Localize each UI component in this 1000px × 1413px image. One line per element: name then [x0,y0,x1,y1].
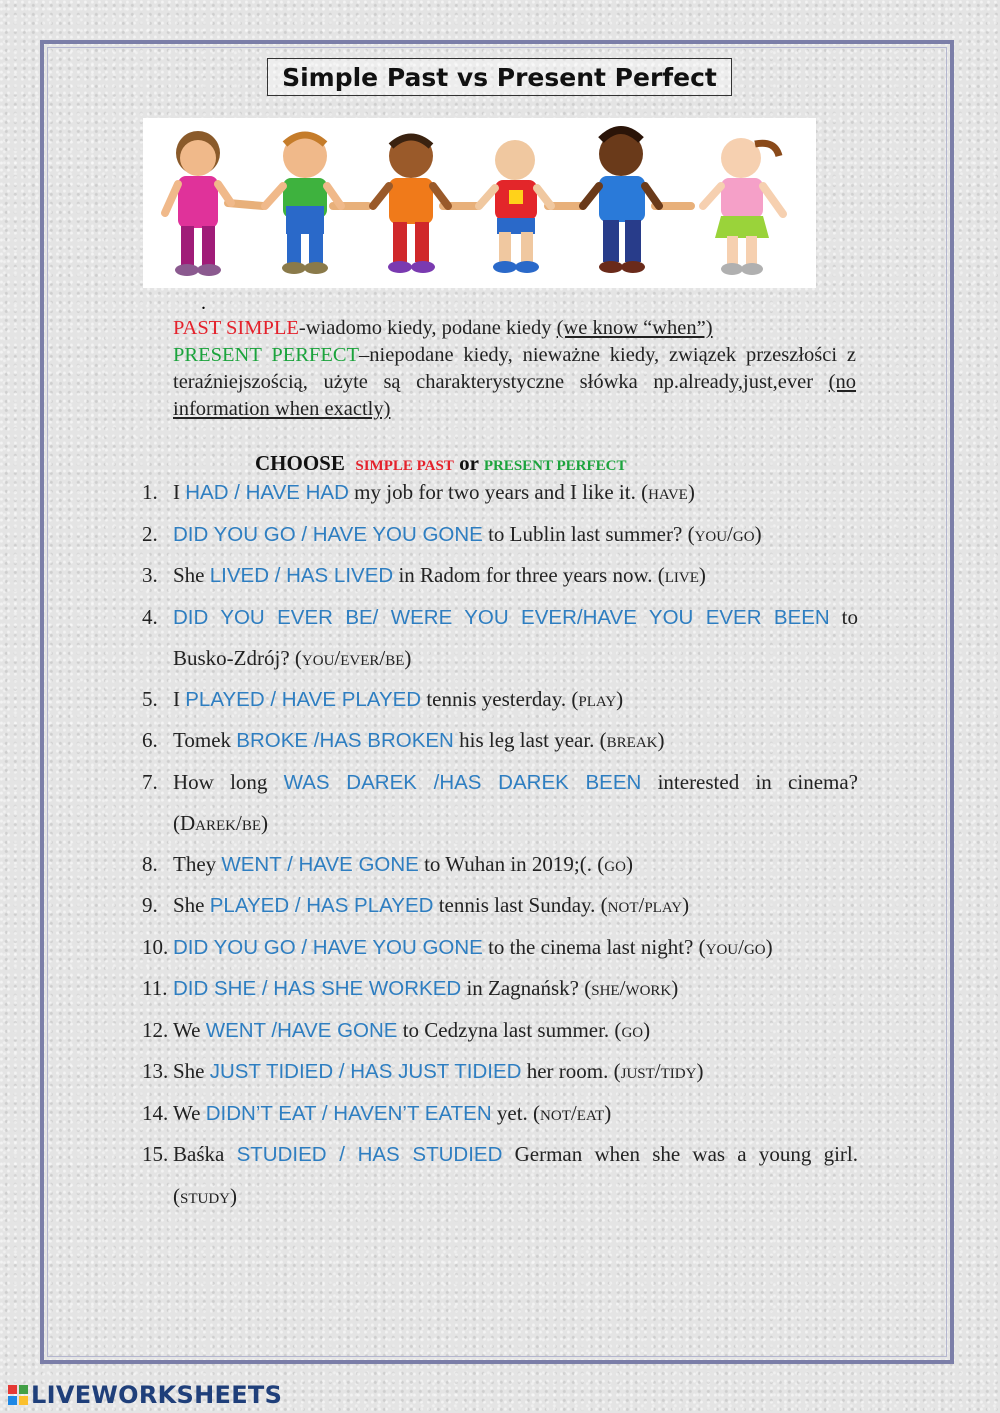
verb-hint: play [578,686,617,711]
verb-hint: she/work [591,976,672,1000]
hint-close: ) [625,851,633,876]
exercise-sentence [173,927,858,969]
answer-choice[interactable]: PLAYED / HAVE PLAYED [185,687,422,711]
exercise-sentence [173,968,858,1010]
sentence-end: her room. ( [521,1059,621,1083]
verb-hint: break [606,728,658,752]
exercise-sentence [173,1010,858,1052]
answer-choice[interactable]: LIVED / HAS LIVED [209,564,394,587]
exercise-number: 11. [142,976,168,1000]
exercise-item [142,472,858,514]
hint-close: ) [671,976,679,1000]
verb-hint: go [621,1017,644,1042]
present-perfect-text: –niepodane kiedy, nieważne kiedy, związek przeszłości z teraźniejszością, użyte są charakterystyczne słówka np.already,just,ever [173,344,856,393]
sentence-start: She [173,563,210,587]
sentence-end: yet. ( [491,1100,541,1125]
bullet-dot: . [201,292,206,314]
exercise-sentence [173,679,858,721]
present-perfect-note: (no information when exactly) [173,371,856,420]
verb-hint: just/tidy [620,1059,697,1083]
choose-or: or [459,451,479,475]
sentence-start: Baśka [173,1142,237,1166]
exercise-sentence [173,1093,858,1135]
answer-choice[interactable]: PLAYED / HAS PLAYED [209,894,434,917]
sentence-end: tennis yesterday. ( [421,686,579,711]
answer-choice[interactable]: HAD / HAVE HAD [185,481,349,504]
exercise-sentence [173,472,858,514]
sentence-end: in Radom for three years now. ( [393,563,665,587]
hint-close: ) [682,893,690,917]
logo-squares-icon [8,1385,28,1405]
hint-close: ) [643,1017,651,1042]
sentence-start: I [173,480,186,504]
hint-close: ) [604,1100,612,1125]
exercise-item [142,1010,858,1052]
exercise-number: 6. [142,728,158,752]
sentence-start: I [173,686,186,711]
hint-close: ) [687,480,695,504]
hint-close: ) [230,1183,238,1208]
hint-close: ) [696,1059,704,1083]
sentence-start: They [173,851,222,876]
liveworksheets-logo [8,1382,282,1408]
sentence-end: his leg last year. ( [453,728,607,752]
choose-word: CHOOSE [255,451,345,475]
verb-hint: live [664,563,699,587]
exercise-sentence [173,720,858,762]
answer-choice[interactable]: WENT /HAVE GONE [205,1018,398,1042]
indent-spacer [142,1176,173,1217]
intro-explanation [173,315,856,423]
exercise-item [142,555,858,597]
sentence-end: to Lublin last summer? ( [482,521,695,546]
exercise-sentence-continued [173,638,858,679]
exercise-number: 8. [142,851,158,876]
answer-choice[interactable]: WAS DAREK /HAS DAREK BEEN [283,770,642,794]
sentence-end: tennis last Sunday. ( [433,893,608,917]
exercise-sentence [173,555,858,597]
exercise-item [142,844,858,886]
verb-hint: you/ever/be [301,646,405,670]
exercise-number: 12. [142,1017,169,1042]
past-simple-label: PAST SIMPLE [173,317,299,339]
exercise-number: 5. [142,686,158,711]
exercise-item [142,968,858,1010]
sentence-start: She [173,893,210,917]
exercise-number: 13. [142,1059,169,1083]
exercise-number: 14. [142,1100,169,1125]
choose-simple-past: SIMPLE PAST [355,458,454,474]
answer-choice[interactable]: WENT / HAVE GONE [221,852,419,876]
hint-close: ) [754,521,762,546]
exercise-item-continued [142,1176,858,1217]
present-perfect-label: PRESENT PERFECT [173,344,360,366]
sentence-start: We [173,1017,206,1042]
logo-text: LIVEWORKSHEETS [31,1381,283,1409]
exercise-list [142,472,858,1216]
exercise-item [142,514,858,556]
sentence-start: She [173,1059,210,1083]
exercise-number: 10. [142,934,169,959]
answer-choice[interactable]: BROKE /HAS BROKEN [236,729,454,752]
exercise-item [142,885,858,927]
exercise-sentence [173,844,858,886]
sentence-end: in Zagnańsk? ( [461,976,592,1000]
children-holding-hands-illustration [143,118,816,288]
answer-choice[interactable]: DID SHE / HAS SHE WORKED [173,977,462,1000]
exercise-item [142,762,858,804]
sentence-start: Tomek [173,728,237,752]
exercise-sentence [173,885,858,927]
exercise-number: 2. [142,521,158,546]
answer-choice[interactable]: STUDIED / HAS STUDIED [236,1143,503,1166]
exercise-number: 7. [142,769,158,794]
answer-choice[interactable]: DIDN’T EAT / HAVEN’T EATEN [205,1101,492,1125]
sentence-continued: Busko-Zdrój? ( [173,646,302,670]
sentence-start: We [173,1100,206,1125]
exercise-item-continued [142,803,858,844]
exercise-number: 15. [142,1142,169,1166]
page-title: Simple Past vs Present Perfect [267,58,732,96]
sentence-end: my job for two years and I like it. ( [348,480,649,504]
hint-close: ) [261,811,268,835]
exercise-item [142,679,858,721]
exercise-sentence [173,1134,858,1176]
sentence-start: How long [173,769,284,794]
exercise-item [142,720,858,762]
sentence-end: interested in cinema? [641,769,858,794]
hint-close: ) [657,728,665,752]
sentence-continued: ( [173,1183,180,1208]
exercise-item [142,1134,858,1176]
exercise-item-continued [142,638,858,679]
indent-spacer [142,803,173,844]
sentence-end: German when she was a young girl. [502,1142,858,1166]
exercise-sentence-continued [173,1176,858,1217]
verb-hint: study [180,1183,231,1208]
sentence-end: to Wuhan in 2019;(. ( [418,851,605,876]
sentence-end: to Cedzyna last summer. ( [397,1017,622,1042]
verb-hint: go [604,851,626,876]
exercise-sentence [173,762,858,804]
exercise-number: 1. [142,480,158,504]
exercise-item [142,927,858,969]
exercise-number: 4. [142,604,158,629]
exercise-sentence [173,514,858,556]
verb-hint: you/go [705,934,766,959]
sentence-continued: ( [173,811,180,835]
hint-close: ) [698,563,706,587]
verb-hint: you/go [694,521,755,546]
exercise-number: 3. [142,563,158,587]
exercise-sentence-continued [173,803,858,844]
answer-choice[interactable]: DID YOU GO / HAVE YOU GONE [173,522,483,546]
indent-spacer [142,638,173,679]
sentence-end: to the cinema last night? ( [482,934,706,959]
exercise-item [142,1051,858,1093]
sentence-end: to [829,604,859,629]
past-simple-text: -wiadomo kiedy, podane kiedy [298,317,557,339]
exercise-item [142,597,858,639]
exercise-sentence [173,597,858,639]
answer-choice[interactable]: JUST TIDIED / HAS JUST TIDIED [209,1060,522,1083]
hint-close: ) [616,686,624,711]
exercise-sentence [173,1051,858,1093]
verb-hint: not/play [607,893,683,917]
hint-close: ) [404,646,412,670]
answer-choice[interactable]: DID YOU GO / HAVE YOU GONE [173,935,483,959]
exercise-item [142,1093,858,1135]
exercise-number: 9. [142,893,158,917]
verb-hint: have [648,480,688,504]
verb-hint: Darek/be [180,811,261,835]
answer-choice[interactable]: DID YOU EVER BE/ WERE YOU EVER/HAVE YOU EVER BEEN [173,605,830,629]
past-simple-note: (we know “when”) [556,317,713,339]
verb-hint: not/eat [540,1100,605,1125]
choose-present-perfect: PRESENT PERFECT [483,458,627,474]
hint-close: ) [765,934,773,959]
